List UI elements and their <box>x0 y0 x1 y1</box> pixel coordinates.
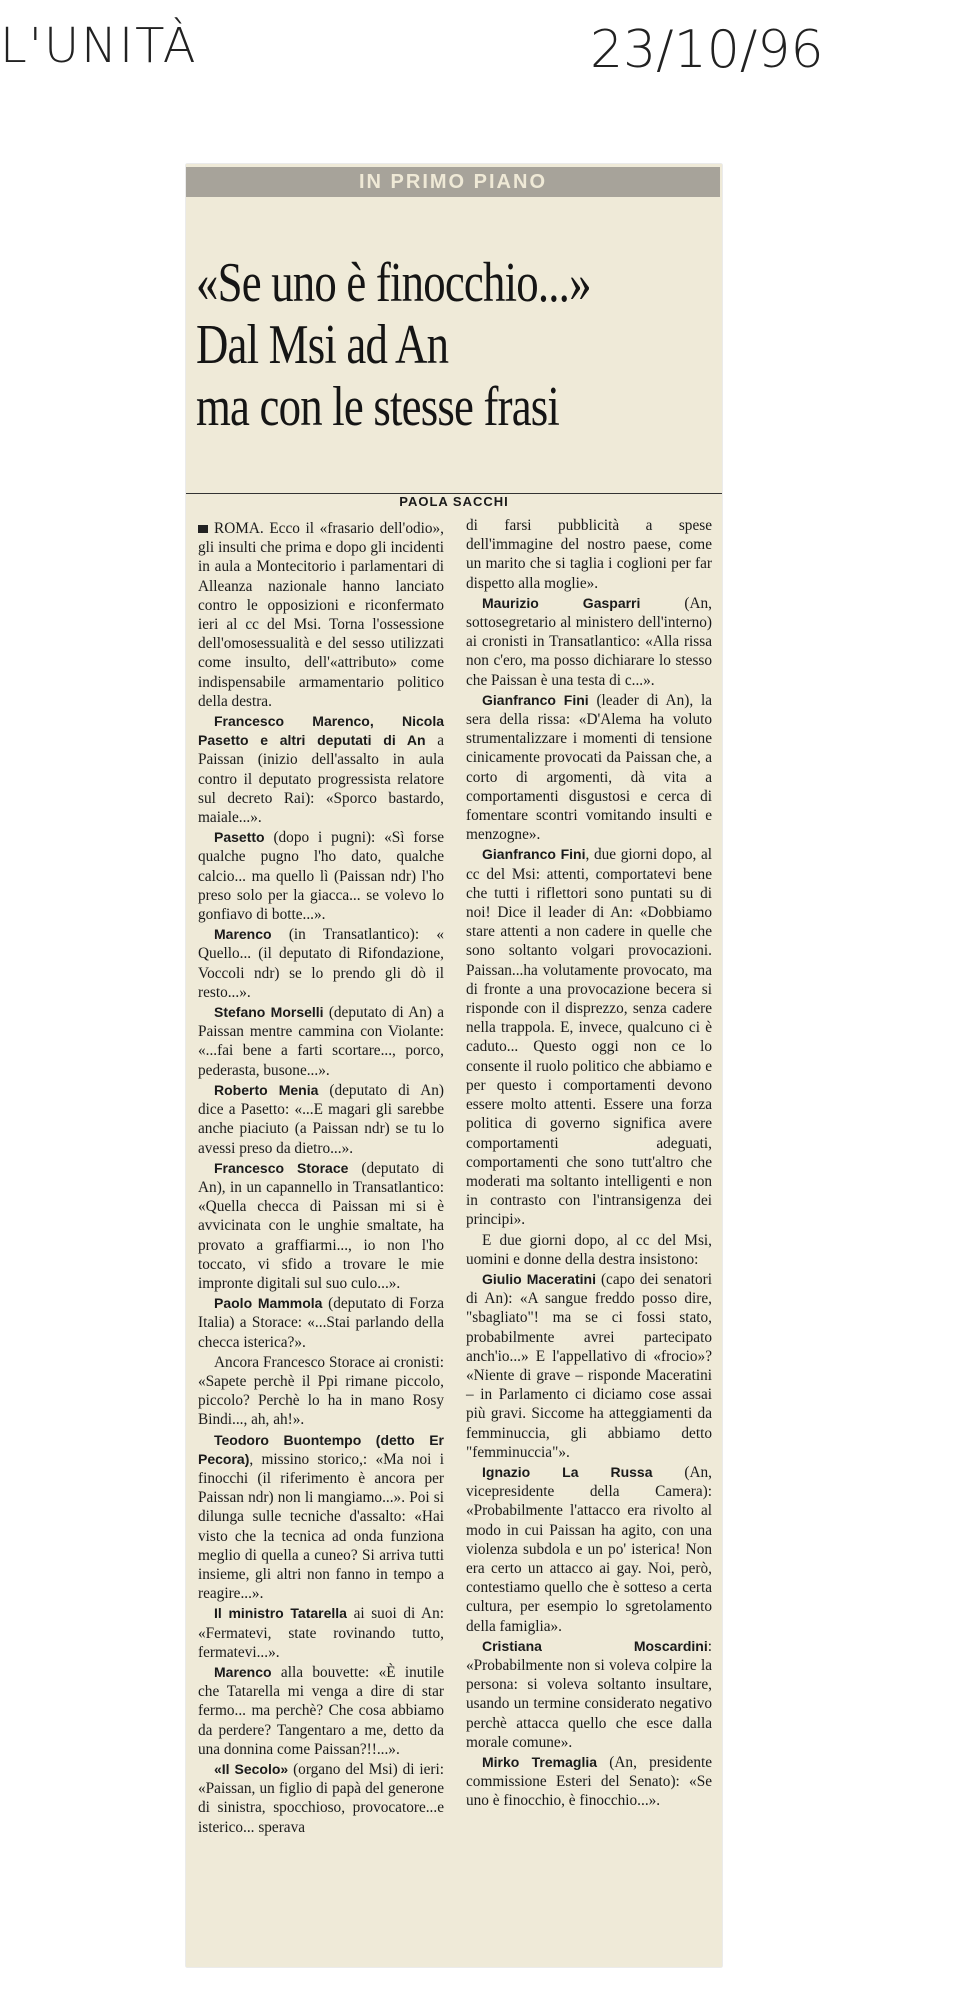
article-paragraph <box>198 1353 444 1430</box>
paragraph-text: (deputato di Forza Italia) a Storace: «...Stai parlando della checca isterica?». <box>198 1295 444 1351</box>
paragraph-text: (An, presidente commissione Esteri del Senato): «Se uno è finocchio, è finocchio...». <box>466 1754 713 1810</box>
article-paragraph <box>198 1760 444 1837</box>
article-paragraph <box>198 925 444 1002</box>
paragraph-text: (leader di An), la sera della rissa: «D'Alema ha voluto strumentalizzare i momenti di tensione cinicamente provocati da Paissan che, a corto di argomenti, dà vita a comportamenti disgustosi e cerca di fomentare scontri vomitando insulti e menzogne». <box>466 691 712 844</box>
byline: PAOLA SACCHI <box>399 494 509 509</box>
article-paragraph <box>466 594 712 690</box>
paragraph-text: ai suoi di An: «Fermatevi, state rovinando tutto, fermatevi...». <box>198 1605 444 1661</box>
article-paragraph <box>466 1231 712 1269</box>
paragraph-text: (deputato di An), in un capannello in Transatlantico: «Quella checca di Paissan mi si è avvicinata con le unghie smaltate, ha provato a graffiarmi..., io non l'ho toccato, vi sfido a trovare le mie impronte digitali sul suo culo...». <box>198 1159 444 1292</box>
speaker-name: Giulio Maceratini <box>482 1270 596 1287</box>
article-paragraph <box>198 1663 444 1759</box>
speaker-name: «Il Secolo» <box>214 1761 289 1777</box>
paragraph-text: Ancora Francesco Storace ai cronisti: «Sapete perchè il Ppi rimane piccolo, piccolo? Perchè lo ha in mano Rosy Bindi..., ah, ah!». <box>198 1353 444 1429</box>
speaker-name: Roberto Menia <box>214 1081 319 1098</box>
article-paragraph <box>466 691 712 845</box>
headline-line: ma con le stesse frasi <box>196 376 560 438</box>
headline-line: «Se uno è finocchio...» <box>196 252 591 314</box>
article-column-2 <box>466 516 712 1812</box>
article-paragraph <box>198 1294 444 1352</box>
section-band <box>186 167 720 197</box>
article-paragraph <box>466 516 712 593</box>
speaker-name: Mirko Tremaglia <box>482 1754 598 1770</box>
paragraph-text: (An, sottosegretario al ministero dell'interno) ai cronisti in Transatlantico: «Alla rissa non c'ero, ma posso dichiarare lo stesso che Paissan è una testa di c...». <box>466 594 712 689</box>
paragraph-text: alla bouvette: «È inutile che Tatarella mi venga a dire di star fermo... ma perchè? Che cosa abbiamo da perdere? Tangentaro a me, detto da una donnina come Paissan?!!...». <box>198 1663 444 1758</box>
paragraph-text: (deputato di An) dice a Pasetto: «...E magari gli sarebbe anche piaciuto (a Paissan ndr) se tu lo avessi preso da dietro...». <box>198 1081 444 1157</box>
newspaper-clipping <box>186 164 722 1967</box>
paragraph-text: E due giorni dopo, al cc del Msi, uomini e donne della destra insistono: <box>466 1231 712 1268</box>
article-paragraph <box>466 1753 712 1811</box>
paragraph-text: (organo del Msi) di ieri: «Paissan, un figlio di papà del generone di sinistra, spocchioso, provocatore...e isterico... sperava <box>198 1761 444 1836</box>
paragraph-text: (dopo i pugni): «Sì forse qualche pugno l'ho dato, qualche calcio... ma quello lì (Paissan ndr) l'ho preso solo per la giacca... se volevo lo gonfiavo di botte...». <box>198 829 444 924</box>
speaker-name: Cristiana Moscardini <box>482 1637 708 1654</box>
article-paragraph <box>198 1604 444 1662</box>
handwritten-newspaper-name: L'UNITÀ <box>0 18 198 74</box>
article-paragraph <box>198 1081 444 1158</box>
article-paragraph <box>198 519 444 711</box>
paragraph-text: ROMA. Ecco il «frasario dell'odio», gli insulti che prima e dopo gli incidenti in aula a Montecitorio i parlamentari di Alleanza nazionale hanno lanciato contro le opposizioni e riconfermato ieri al cc del Msi. Torna l'ossessione dell'omosessualità e del sesso utilizzati come insulto, dell'«attributo» come indispensabile armamentario politico della destra. <box>198 520 444 710</box>
speaker-name: Pasetto <box>214 829 265 846</box>
article-paragraph <box>198 828 444 924</box>
paragraph-text: (deputato di An) a Paissan mentre cammina con Violante: «...fai bene a farti scortare..., porco, pederasta, busone...». <box>198 1004 444 1079</box>
article-paragraph <box>466 1463 712 1636</box>
paragraph-text: (An, vicepresidente della Camera): «Probabilmente l'attacco era rivolto al modo in cui Paissan ha agito, con una violenza subdola e un po' isterica! Non era certo un attacco ai gay. Noi, però, contestiamo quello che è sotteso a certa cultura, per esempio lo sgretolamento della famiglia». <box>466 1463 712 1635</box>
article-paragraph <box>198 1431 444 1604</box>
dateline-bullet-icon <box>198 525 208 533</box>
article-paragraph <box>198 712 444 827</box>
paragraph-text: (in Transatlantico): « Quello... (il deputato di Rifondazione, Voccoli ndr) se lo prendo gli dò il resto...». <box>198 926 444 1001</box>
headline <box>196 252 596 438</box>
speaker-name: Marenco <box>214 926 272 943</box>
paragraph-text: a Paissan (inizio dell'assalto in aula contro il deputato progressista relatore sul decreto Rai): «Sporco bastardo, maiale...». <box>198 732 444 827</box>
speaker-name: Gianfranco Fini <box>482 691 589 708</box>
paragraph-text: di farsi pubblicità a spese dell'immagine del nostro paese, come un marito che si taglia i coglioni per far dispetto alla moglie». <box>466 517 712 592</box>
article-column-1 <box>198 519 444 1838</box>
speaker-name: Gianfranco Fini <box>482 846 586 863</box>
speaker-name: Stefano Morselli <box>214 1004 324 1021</box>
speaker-name: Teodoro Buontempo (detto Er Pecora) <box>198 1431 444 1467</box>
paragraph-text: : «Probabilmente non si voleva colpire la persona: si voleva soltanto insultare, usando un termine considerato negativo perchè attacca quello che esce dalla morale comune». <box>466 1637 712 1751</box>
speaker-name: Ignazio La Russa <box>482 1463 653 1480</box>
article-paragraph <box>466 1637 712 1752</box>
speaker-name: Paolo Mammola <box>214 1295 323 1312</box>
paragraph-text: (capo dei senatori di An): «A sangue freddo posso dire, "sbagliato"! ma se ci fossi stato, probabilmente avrei partecipato anch'io...» E l'appellativo di «frocio»? «Niente di grave – risponde Maceratini – in Parlamento ci diciamo cose assai più gravi. Siccome ha atteggiamenti da femminuccia, gli abbiamo detto "femminuccia"». <box>466 1270 712 1461</box>
handwritten-date: 23/10/96 <box>590 20 824 80</box>
article-paragraph <box>198 1159 444 1293</box>
paragraph-text: , missino storico,: «Ma noi i finocchi (il riferimento è ancora per Paissan ndr) non li mangiamo...». Poi si dilunga sulle tecniche d'assalto: «Hai visto che la tecnica ad onda funziona meglio di quella a cuneo? Si arriva tutti insieme, gli altri non fanno in tempo a reagire...». <box>198 1450 444 1603</box>
speaker-name: Francesco Marenco, Nicola Pasetto e altri deputati di An <box>198 713 444 749</box>
headline-line: Dal Msi ad An <box>196 314 449 376</box>
article-paragraph <box>198 1003 444 1080</box>
article-paragraph <box>466 845 712 1229</box>
speaker-name: Francesco Storace <box>214 1159 349 1176</box>
speaker-name: Il ministro Tatarella <box>214 1605 347 1622</box>
speaker-name: Maurizio Gasparri <box>482 594 641 611</box>
speaker-name: Marenco <box>214 1663 272 1680</box>
article-paragraph <box>466 1270 712 1462</box>
paragraph-text: , due giorni dopo, al cc del Msi: attenti, comportatevi bene che tutti i riflettori sono puntati su di noi! Dice il leader di An: «Dobbiamo stare attenti a non cadere in quelle che sono soltanto volgari provocazioni. Paissan...ha volutamente provocato, ma di fronte a una provocazione becera si risponde con il disprezzo, senza cadere nella trappola. E, invece, qualcuno ci è caduto... Questo oggi non ce lo consente il ruolo politico che abbiamo e per questo i comportamenti devono essere molto attenti. Essere una forza politica di governo significa avere comportamenti adeguati, comportamenti che sono tutt'altro che moderati ma soltanto intelligenti e non in contrasto con l'intransigenza dei principi». <box>466 846 712 1229</box>
section-kicker: IN PRIMO PIANO <box>358 170 547 193</box>
